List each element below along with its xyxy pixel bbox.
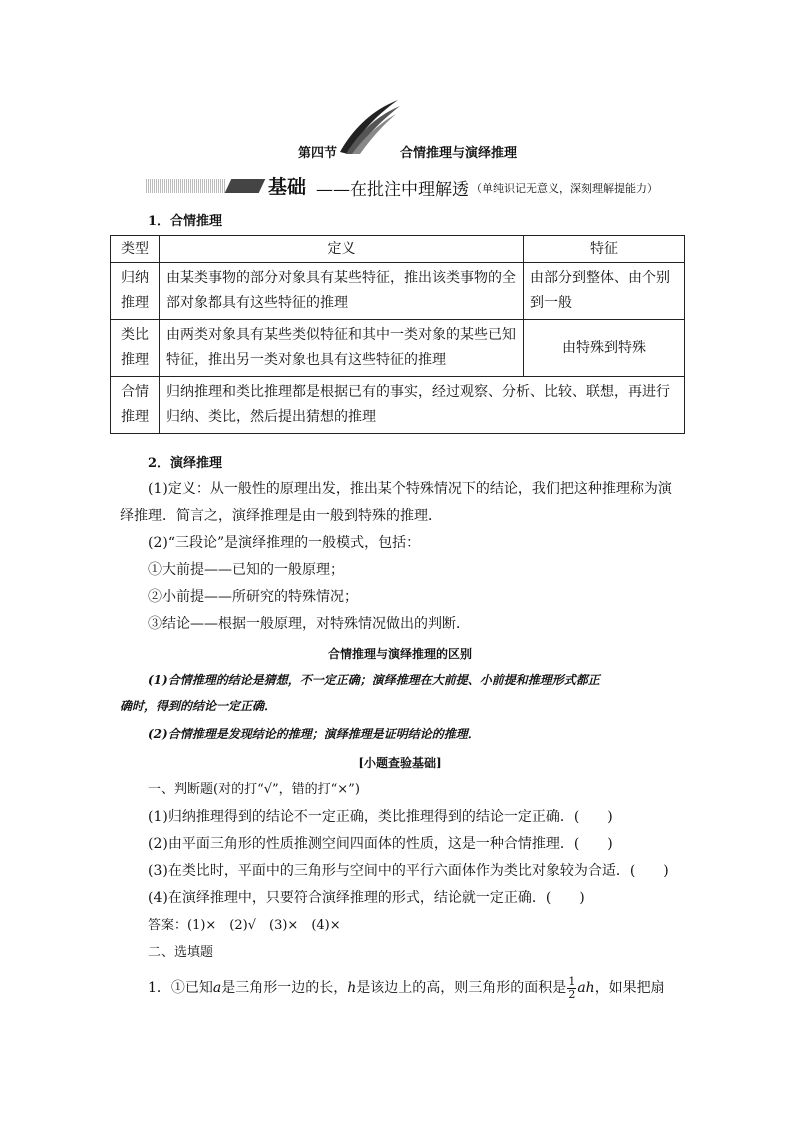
deduction-definition-line2: 绎推理．简言之，演绎推理是由一般到特殊的推理．: [120, 508, 442, 524]
col-header-feature: 特征: [524, 236, 685, 263]
syllogism-major-premise: ①大前提——已知的一般原理；: [148, 562, 344, 578]
quiz-answers: 答案：(1)× (2)√ (3)× (4)×: [148, 918, 341, 933]
cell-type: 归纳推理: [111, 263, 160, 320]
var-h: h: [347, 980, 357, 996]
quiz-part2-heading: 二、选填题: [148, 945, 214, 960]
deduction-definition-line1: (1)定义：从一般性的原理出发，推出某个特殊情况下的结论，我们把这种推理称为演: [148, 481, 672, 497]
cell-definition: 由两类对象具有某些类似特征和其中一类对象的某些已知特征，推出另一类对象也具有这些特征的推理: [160, 320, 524, 377]
fraction-one-half: [567, 976, 576, 1001]
table-row: [111, 377, 685, 434]
syllogism-conclusion: ③结论——根据一般原理，对特殊情况做出的判断．: [148, 616, 470, 632]
fill-q1-mid2: 是该边上的高，则三角形的面积是: [356, 980, 567, 996]
banner-note: （单纯识记无意义，深刻理解提能力）: [471, 182, 658, 195]
banner-slash-decoration: [225, 179, 266, 193]
difference-p1-line1: (1)合情推理的结论是猜想，不一定正确；演绎推理在大前提、小前提和推理形式都正: [148, 673, 600, 687]
quiz-title: [小题查验基础]: [358, 756, 442, 770]
section-number: 第四节: [298, 146, 338, 161]
table-header-row: [111, 236, 685, 263]
foundation-banner: [146, 174, 706, 198]
section-2-title: 2．演绎推理: [148, 456, 223, 471]
cell-type: 合情推理: [111, 377, 160, 434]
fill-q1-mid1: 是三角形一边的长，: [221, 980, 348, 996]
table-row: [111, 320, 685, 377]
quiz-question-2: (2)由平面三角形的性质推测空间四面体的性质，这是一种合情推理．( ): [148, 836, 613, 852]
banner-main: 基础: [268, 176, 307, 198]
fill-q1-prefix: 1．①已知: [148, 980, 213, 996]
quiz-part1-heading: 一、判断题(对的打“√”，错的打“×”): [148, 782, 360, 797]
quiz-question-4: (4)在演绎推理中，只要符合演绎推理的形式，结论就一定正确．( ): [148, 890, 585, 906]
cell-feature: 由特殊到特殊: [524, 320, 685, 377]
fraction-numerator: 1: [568, 974, 576, 988]
fill-question-1: [148, 973, 688, 1003]
difference-p1-line2: 确时，得到的结论一定正确．: [120, 699, 277, 713]
banner-hatch-decoration: [146, 179, 226, 193]
cell-type: 类比推理: [111, 320, 160, 377]
var-a: a: [212, 980, 222, 996]
fraction-denominator: 2: [568, 987, 576, 1001]
section-1-title: 1．合情推理: [148, 214, 223, 229]
col-header-definition: 定义: [160, 236, 524, 263]
quiz-question-1: (1)归纳推理得到的结论不一定正确，类比推理得到的结论一定正确．( ): [148, 809, 613, 825]
syllogism-intro: (2)“三段论”是演绎推理的一般模式，包括：: [148, 535, 421, 551]
table-row: [111, 263, 685, 320]
cell-feature: 由部分到整体、由个别到一般: [524, 263, 685, 320]
difference-title: 合情推理与演绎推理的区别: [327, 647, 472, 661]
syllogism-minor-premise: ②小前提——所研究的特殊情况；: [148, 589, 358, 605]
cell-definition: 由某类事物的部分对象具有某些特征，推出该类事物的全部对象都具有这些特征的推理: [160, 263, 524, 320]
col-header-type: 类型: [111, 236, 160, 263]
section-title: 合情推理与演绎推理: [400, 146, 518, 161]
section-header: [0, 142, 794, 162]
difference-p2: (2)合情推理是发现结论的推理；演绎推理是证明结论的推理．: [148, 727, 480, 741]
quiz-question-3: (3)在类比时，平面中的三角形与空间中的平行六面体作为类比对象较为合适．( ): [148, 863, 669, 879]
fill-q1-suffix: ，如果把扇: [594, 980, 665, 996]
banner-sub: ——在批注中理解透: [316, 180, 469, 200]
cell-definition: 归纳推理和类比推理都是根据已有的事实，经过观察、分析、比较、联想，再进行归纳、类比，然后提出猜想的推理: [160, 377, 685, 434]
var-ah: ah: [577, 980, 595, 996]
reasoning-types-table: [110, 235, 685, 434]
